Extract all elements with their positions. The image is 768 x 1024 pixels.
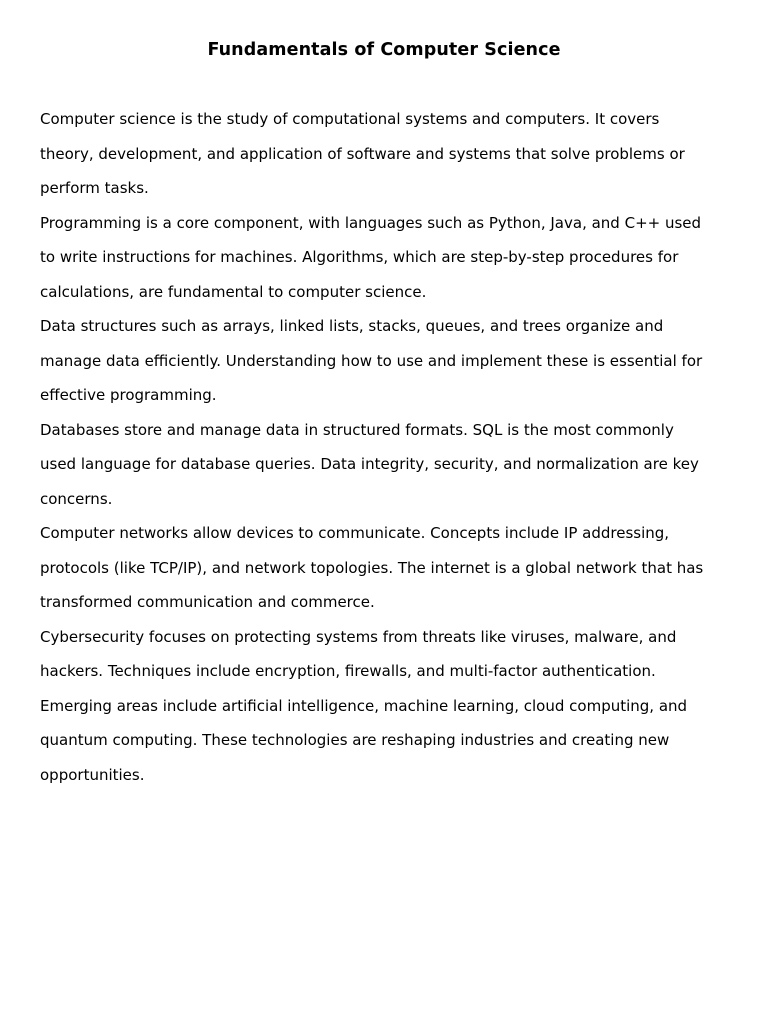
text-line: theory, development, and application of software and systems that solve problems or: [40, 144, 685, 163]
text-line: Programming is a core component, with languages such as Python, Java, and C++ used: [40, 213, 702, 232]
document-body: [40, 102, 730, 792]
text-line: perform tasks.: [40, 179, 149, 197]
text-line: calculations, are fundamental to computer science.: [40, 282, 427, 301]
text-line: Data structures such as arrays, linked lists, stacks, queues, and trees organize and: [40, 317, 664, 335]
text-line: opportunities.: [40, 765, 145, 784]
text-line: Databases store and manage data in structured formats. SQL is the most commonly: [40, 420, 674, 439]
text-line: Emerging areas include artificial intelligence, machine learning, cloud computing, and: [40, 696, 688, 715]
text-line: Cybersecurity focuses on protecting systems from threats like viruses, malware, and: [40, 627, 677, 646]
text-line: transformed communication and commerce.: [40, 593, 375, 611]
paragraph-databases: [40, 413, 730, 517]
text-line: hackers. Techniques include encryption, firewalls, and multi-factor authentication.: [40, 662, 656, 680]
paragraph-data-structures: [40, 309, 730, 413]
paragraph-cybersecurity: [40, 620, 730, 689]
document-title: Fundamentals of Computer Science: [207, 40, 561, 60]
text-line: used language for database queries. Data integrity, security, and normalization are key: [40, 455, 699, 473]
text-line: Computer networks allow devices to communicate. Concepts include IP addressing,: [40, 524, 670, 542]
text-line: manage data efficiently. Understanding how to use and implement these is essential for: [40, 351, 703, 370]
text-line: Computer science is the study of computational systems and computers. It covers: [40, 110, 660, 128]
paragraph-networks: [40, 516, 730, 620]
paragraph-introduction: [40, 102, 730, 206]
paragraph-emerging-areas: [40, 689, 730, 793]
text-line: protocols (like TCP/IP), and network topologies. The internet is a global network that has: [40, 558, 704, 577]
text-line: concerns.: [40, 489, 113, 508]
paragraph-programming: [40, 206, 730, 310]
text-line: effective programming.: [40, 386, 217, 404]
text-line: quantum computing. These technologies are reshaping industries and creating new: [40, 731, 670, 749]
text-line: to write instructions for machines. Algorithms, which are step-by-step procedures for: [40, 248, 679, 266]
